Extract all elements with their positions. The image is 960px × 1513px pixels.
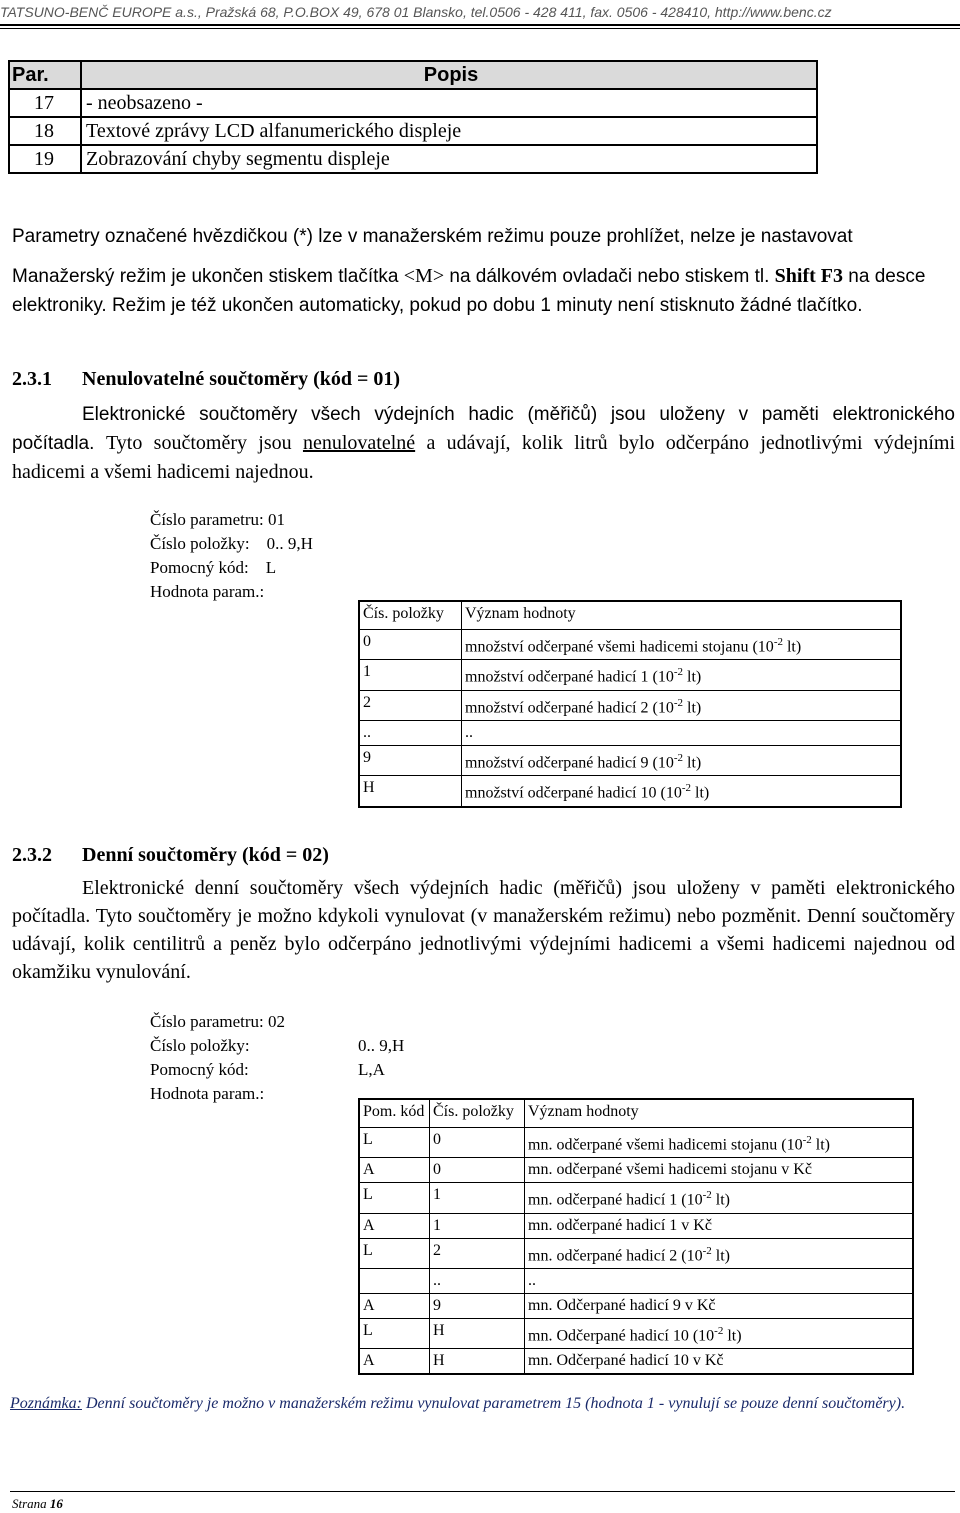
paragraph-text: Elektronické součtoměry všech výdejních hadic (měřičů) jsou uloženy v paměti elektronického počítadla.: [12, 404, 955, 454]
paragraph-text: na dálkovém ovladači nebo stiskem tl.: [444, 266, 775, 287]
table-row: [359, 745, 901, 775]
item-meaning: ..: [462, 720, 902, 745]
header-popis: Popis: [81, 61, 817, 89]
param-number: Číslo parametru: 02: [150, 1012, 286, 1031]
item-key: 1: [359, 660, 462, 690]
item-key: 9: [359, 745, 462, 775]
item-meaning: množství odčerpané hadicí 10 ($10^{-2}$ lt): [462, 776, 902, 807]
table-row: L 0 mn. odčerpané všemi hadicemi stojanu ($10^{-2}$ lt): [359, 1128, 913, 1158]
header-meaning: Význam hodnoty: [462, 601, 902, 630]
param-aux-code: Pomocný kód: L,A: [150, 1060, 385, 1079]
table-row: A 0 mn. odčerpané všemi hadicemi stojanu v Kč: [359, 1158, 913, 1183]
header-rule: [0, 24, 960, 26]
section2-params: [150, 1010, 405, 1106]
header-rule-thin: [0, 28, 960, 29]
item-meaning: množství odčerpané hadicí 2 ($10^{-2}$ lt): [462, 690, 902, 720]
underlined-word: nenulovatelné: [302, 432, 416, 454]
section1-params: [150, 508, 313, 604]
paragraph-text: na desce elektroniky. Režim je též ukončen automaticky, pokud po dobu 1 minuty není stisknuto žádné tlačítko.: [12, 266, 926, 316]
parameter-table-header: [9, 61, 817, 89]
section1-value-table: [358, 600, 902, 808]
row-description: Zobrazování chyby segmentu displeje: [81, 145, 817, 173]
section-title: Nenulovatelné součtoměry (kód = 01): [82, 368, 401, 390]
table-row: A 1 mn. odčerpané hadicí 1 v Kč: [359, 1213, 913, 1238]
page-number: 16: [49, 1496, 63, 1511]
item-key: 0: [359, 630, 462, 660]
item-meaning: množství odčerpané všemi hadicemi stojanu ($10^{-2}$ lt): [462, 630, 902, 660]
row-number: 18: [9, 117, 81, 145]
table-row: .. ..: [359, 1268, 913, 1293]
item-key: 2: [359, 690, 462, 720]
section2-value-table: [358, 1098, 914, 1375]
header-item: Čís. položky: [430, 1099, 525, 1128]
row-number: 19: [9, 145, 81, 173]
param-number: Číslo parametru: 01: [150, 510, 286, 529]
paragraph-text: a udávají, kolik litrů bylo odčerpáno jednotlivými výdejními hadicemi a všemi hadicemi najednou.: [12, 432, 955, 483]
note-label: Poznámka:: [10, 1395, 82, 1412]
table-row: L 2 mn. odčerpané hadicí 2 ($10^{-2}$ lt): [359, 1238, 913, 1268]
shift-key-label: Shift F3: [774, 265, 843, 287]
parameter-table: [8, 60, 818, 174]
item-key: ..: [359, 720, 462, 745]
page-label: Strana: [12, 1496, 50, 1511]
table-row: [9, 117, 817, 145]
header-item: Čís. položky: [359, 601, 462, 630]
table-row: A 9 mn. Odčerpané hadicí 9 v Kč: [359, 1293, 913, 1318]
page-footer: [12, 1496, 63, 1512]
table-row: [359, 660, 901, 690]
intro-line: Parametry označené hvězdičkou (*) lze v manažerském režimu pouze prohlížet, nelze je nastavovat: [12, 226, 853, 247]
header-meaning: Význam hodnoty: [525, 1099, 914, 1128]
param-item: Číslo položky: 0.. 9,H: [150, 1036, 405, 1055]
key-label: <M>: [403, 265, 445, 287]
section1-paragraph: [12, 400, 955, 487]
row-number: 17: [9, 89, 81, 117]
table-row: [359, 776, 901, 807]
section-number: 2.3.1: [12, 368, 52, 390]
note: [10, 1392, 955, 1415]
table-row: [359, 690, 901, 720]
header-par: Par.: [9, 61, 81, 89]
table-row: L 1 mn. odčerpané hadicí 1 ($10^{-2}$ lt): [359, 1183, 913, 1213]
table-row: L H mn. Odčerpané hadicí 10 ($10^{-2}$ lt): [359, 1318, 913, 1348]
item-meaning: množství odčerpané hadicí 9 ($10^{-2}$ lt): [462, 745, 902, 775]
table-header: [359, 1099, 913, 1128]
item-meaning: množství odčerpané hadicí 1 ($10^{-2}$ lt): [462, 660, 902, 690]
section2-paragraph: Elektronické denní součtoměry všech výdejních hadic (měřičů) jsou uloženy v paměti elektronického počítadla. Tyto součtoměry je možno kdykoli vynulovat (v manažerském režimu) nebo pozměnit. Denní součtoměry udávají, kolik centilitrů a peněz bylo odčerpáno jednotlivými výdejními hadicemi a všemi hadicemi najednou od okamžiku vynulování.: [12, 877, 955, 983]
paragraph-text: Manažerský režim je ukončen stiskem tlačítka: [12, 266, 404, 287]
table-row: [9, 89, 817, 117]
section-number: 2.3.2: [12, 844, 52, 866]
row-description: - neobsazeno -: [81, 89, 817, 117]
table-row: [359, 720, 901, 745]
paragraph-text: Tyto součtoměry jsou: [105, 432, 303, 454]
section-title: Denní součtoměry (kód = 02): [82, 844, 329, 866]
param-value-label: Hodnota param.:: [150, 1084, 265, 1103]
note-text: Denní součtoměry je možno v manažerském režimu vynulovat parametrem 15 (hodnota 1 - vynulují se pouze denní součtoměry).: [81, 1395, 906, 1412]
table-row: [9, 145, 817, 173]
page-header: TATSUNO-BENČ EUROPE a.s., Pražská 68, P.O.BOX 49, 678 01 Blansko, tel.0506 - 428 411, fax. 0506 - 428410, http://www.benc.cz: [0, 4, 832, 20]
param-value-label: Hodnota param.:: [150, 582, 265, 601]
param-aux-code: Pomocný kód: L: [150, 558, 277, 577]
table-row: A H mn. Odčerpané hadicí 10 v Kč: [359, 1349, 913, 1375]
header-aux-code: Pom. kód: [359, 1099, 430, 1128]
table-header: [359, 601, 901, 630]
table-row: [359, 630, 901, 660]
row-description: Textové zprávy LCD alfanumerického displeje: [81, 117, 817, 145]
manager-mode-paragraph: [12, 262, 957, 320]
param-item: Číslo položky: 0.. 9,H: [150, 534, 313, 553]
footer-rule: [10, 1491, 955, 1492]
item-key: H: [359, 776, 462, 807]
